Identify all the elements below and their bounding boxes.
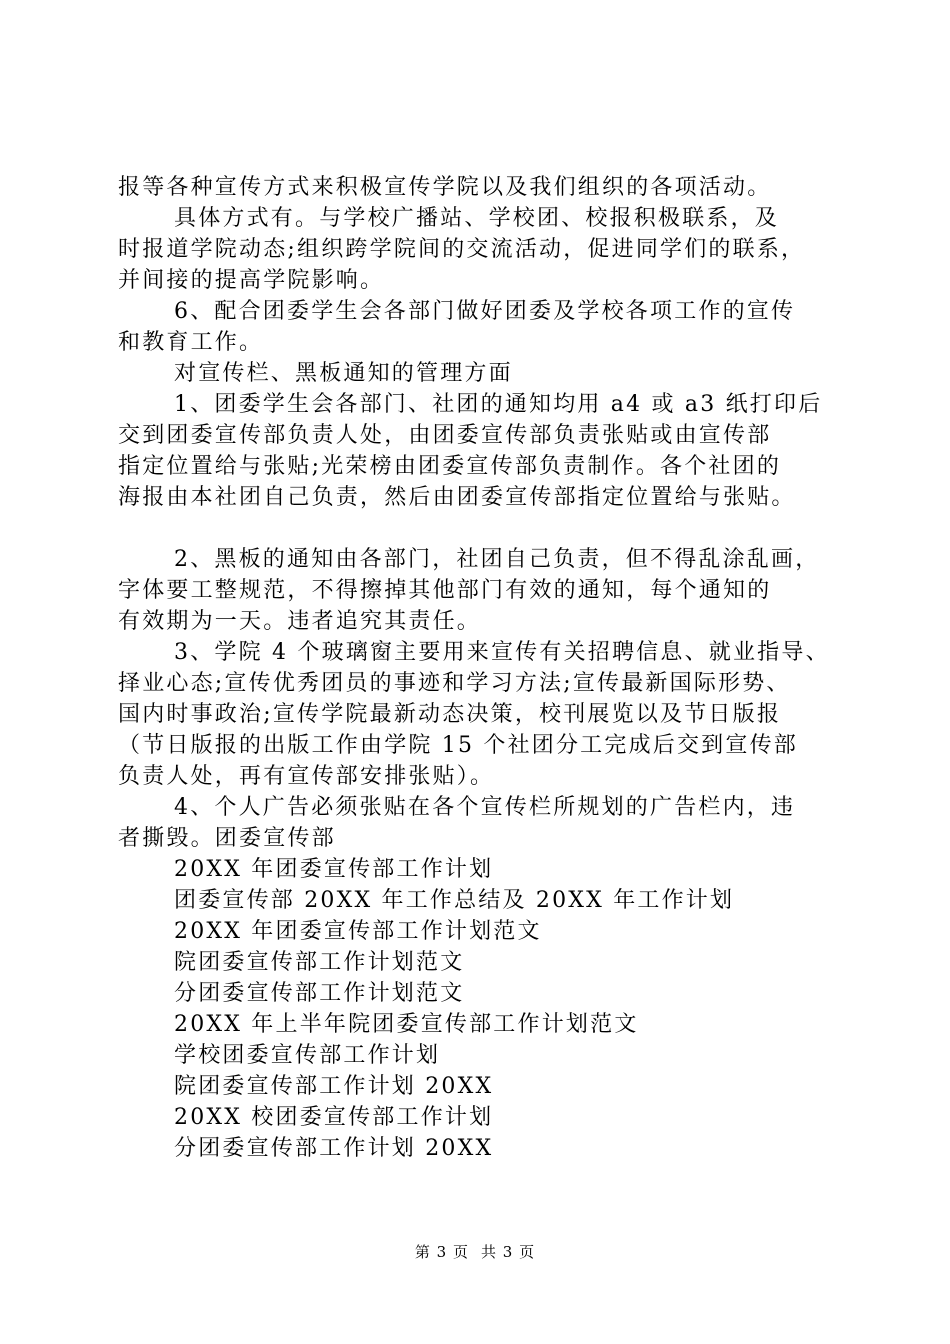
related-title: 分团委宣传部工作计划范文 [174, 981, 465, 1006]
text-line: 国内时事政治;宣传学院最新动态决策，校刊展览以及节日版报 [118, 702, 782, 727]
text-line: 具体方式有。与学校广播站、学校团、校报积极联系，及 [174, 206, 780, 231]
text-line: 报等各种宣传方式来积极宣传学院以及我们组织的各项活动。 [118, 175, 772, 200]
text-line: 3、学院 4 个玻璃窗主要用来宣传有关招聘信息、就业指导、 [174, 640, 830, 665]
text-line: 字体要工整规范，不得擦掉其他部门有效的通知，每个通知的 [118, 578, 772, 603]
page-total: 共 3 页 [481, 1243, 536, 1261]
text-line: 者撕毁。团委宣传部 [118, 826, 336, 851]
text-line: 有效期为一天。违者追究其责任。 [118, 609, 482, 634]
related-title: 院团委宣传部工作计划范文 [174, 950, 465, 975]
text-line: 1、团委学生会各部门、社团的通知均用 a4 或 a3 纸打印后 [174, 392, 823, 417]
text-line: （节日版报的出版工作由学院 15 个社团分工完成后交到宣传部 [118, 733, 798, 758]
text-line: 交到团委宣传部负责人处，由团委宣传部负责张贴或由宣传部 [118, 423, 772, 448]
page-footer [0, 1242, 950, 1262]
text-line: 时报道学院动态;组织跨学院间的交流活动，促进同学们的联系， [118, 237, 806, 262]
text-line: 2、黑板的通知由各部门，社团自己负责，但不得乱涂乱画， [174, 547, 820, 572]
related-title: 学校团委宣传部工作计划 [174, 1043, 441, 1068]
related-title: 分团委宣传部工作计划 20XX [174, 1136, 494, 1161]
related-title: 20XX 年团委宣传部工作计划范文 [174, 919, 542, 944]
section-heading: 对宣传栏、黑板通知的管理方面 [174, 361, 513, 386]
text-line: 和教育工作。 [118, 330, 264, 355]
paragraph-gap [118, 513, 838, 544]
document-body [118, 172, 838, 1164]
text-line: 4、个人广告必须张贴在各个宣传栏所规划的广告栏内，违 [174, 795, 796, 820]
page-number: 第 3 页 [414, 1243, 469, 1261]
related-title: 20XX 年团委宣传部工作计划 [174, 857, 494, 882]
text-line: 并间接的提高学院影响。 [118, 268, 385, 293]
text-line: 负责人处，再有宣传部安排张贴）。 [118, 764, 495, 789]
related-title: 院团委宣传部工作计划 20XX [174, 1074, 494, 1099]
related-title: 20XX 校团委宣传部工作计划 [174, 1105, 494, 1130]
text-line: 海报由本社团自己负责，然后由团委宣传部指定位置给与张贴。 [118, 485, 796, 510]
text-line: 6、配合团委学生会各部门做好团委及学校各项工作的宣传 [174, 299, 796, 324]
text-line: 指定位置给与张贴;光荣榜由团委宣传部负责制作。各个社团的 [118, 454, 782, 479]
related-title: 20XX 年上半年院团委宣传部工作计划范文 [174, 1012, 639, 1037]
text-line: 择业心态;宣传优秀团员的事迹和学习方法;宣传最新国际形势、 [118, 671, 791, 696]
related-title: 团委宣传部 20XX 年工作总结及 20XX 年工作计划 [174, 888, 735, 913]
